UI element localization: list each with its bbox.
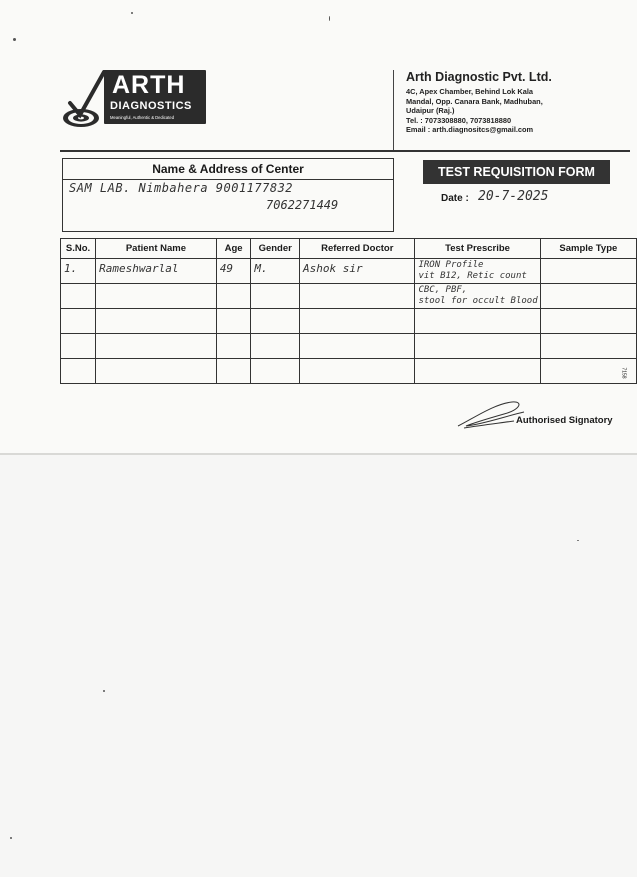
cell-test-prescribe [415,309,540,334]
cell-referred-doctor-text [300,309,414,312]
header-sample-type: Sample Type [540,239,636,259]
cell-sno [61,284,96,309]
cell-test-prescribe-text: IRON Profile vit B12, Retic count [418,260,527,281]
cell-referred-doctor-text [300,334,414,337]
side-number: 7158 [620,367,627,379]
cell-gender [251,309,300,334]
table-row [61,259,637,284]
cell-sample-type-text [541,334,636,337]
header-divider [393,70,394,150]
table-row [61,309,637,334]
cell-sample-type-text [541,259,636,262]
email-line: Email : arth.diagnositcs@gmail.com [406,125,534,135]
cell-referred-doctor-text [300,284,414,287]
cell-sample-type-text [541,284,636,287]
cell-age-text [217,309,251,312]
cell-gender-text: M. [254,262,268,275]
cell-test-prescribe-text [415,359,539,360]
logo-tagline: Meaningful, Authentic & Dedicated [110,115,175,120]
logo-brand: ARTH [112,71,186,99]
cell-patient-name [96,334,217,359]
header-age: Age [216,239,251,259]
cell-age-text [217,284,251,287]
cell-sno-text [61,359,95,362]
cell-patient-name [96,259,217,284]
cell-age [216,359,251,384]
cell-test-prescribe [415,284,540,309]
phone-line: Tel. : 7073308880, 7073818880 [406,115,512,125]
center-name-phone: SAM LAB. Nimbahera 9001177832 [69,181,294,195]
date-label: Date : [441,193,469,204]
cell-test-prescribe [415,359,540,384]
cell-sno [61,334,96,359]
cell-patient-name-text: Rameshwarlal [99,262,179,275]
address-line: Udaipur (Raj.) [406,106,455,116]
cell-age [216,259,251,284]
cell-sno-text [61,309,95,312]
cell-test-prescribe-text [415,309,539,310]
speck [103,690,105,692]
cell-patient-name-text [96,359,216,362]
authorised-signatory: Authorised Signatory [516,415,613,426]
cell-gender [251,284,300,309]
cell-sno [61,309,96,334]
speck [329,16,330,21]
header-gender: Gender [251,239,300,259]
cell-sample-type [540,309,636,334]
cell-age [216,334,251,359]
cell-referred-doctor-text [300,359,414,362]
cell-sno-text: 1. [64,262,78,275]
cell-referred-doctor [300,259,415,284]
header-test-prescribe: Test Prescribe [415,239,540,259]
cell-sno [61,359,96,384]
cell-age [216,309,251,334]
cell-patient-name [96,284,217,309]
header-rule [60,150,630,152]
cell-age-text [217,359,251,362]
speck [131,12,133,14]
cell-sample-type-text [541,359,636,362]
table-row [61,359,637,384]
table-row [61,284,637,309]
cell-sample-type [540,284,636,309]
cell-patient-name [96,309,217,334]
cell-patient-name-text [96,284,216,287]
address-line: 4C, Apex Chamber, Behind Lok Kala [406,87,534,96]
header-sno: S.No. [61,239,96,259]
cell-gender-text [251,309,299,312]
cell-age-text [217,334,251,337]
header-referred-doctor: Referred Doctor [300,239,415,259]
cell-age [216,284,251,309]
cell-test-prescribe-text: CBC, PBF, stool for occult Blood [418,285,538,306]
cell-referred-doctor-text: Ashok sir [303,262,363,275]
center-title: Name & Address of Center [63,159,393,180]
form-title: TEST REQUISITION FORM [423,160,610,184]
cell-test-prescribe [415,334,540,359]
cell-gender-text [251,359,299,362]
cell-sample-type-text [541,309,636,312]
cell-sample-type [540,334,636,359]
cell-test-prescribe-text [415,334,539,335]
speck [577,540,579,541]
cell-patient-name-text [96,334,216,337]
address-line: Mandal, Opp. Canara Bank, Madhuban, [406,96,543,106]
company-name: Arth Diagnostic Pvt. Ltd. [406,70,552,84]
company-info [406,70,606,135]
table-header-row [61,239,637,259]
cell-gender [251,359,300,384]
cell-gender-text [251,334,299,337]
cell-referred-doctor [300,309,415,334]
table-row [61,334,637,359]
requisition-table [60,238,637,384]
header-patient-name: Patient Name [96,239,217,259]
cell-sample-type [540,259,636,284]
speck [13,38,16,41]
cell-referred-doctor [300,284,415,309]
target-check-icon [62,70,108,128]
logo-sub: DIAGNOSTICS [110,100,192,112]
cell-referred-doctor [300,359,415,384]
cell-patient-name [96,359,217,384]
company-logo [62,66,212,130]
cell-gender [251,259,300,284]
blank-area [0,455,637,877]
cell-referred-doctor [300,334,415,359]
speck [10,837,12,839]
signature-scribble [454,396,534,432]
cell-sno [61,259,96,284]
center-box [62,158,394,232]
date-value: 20-7-2025 [478,189,549,204]
cell-gender [251,334,300,359]
cell-sno-text [61,334,95,337]
cell-gender-text [251,284,299,287]
cell-patient-name-text [96,309,216,312]
center-phone-2: 7062271449 [266,198,339,212]
cell-sno-text [61,284,95,287]
cell-test-prescribe [415,259,540,284]
cell-age-text: 49 [219,262,234,275]
logo-box [104,70,206,124]
sheet-edge [0,453,637,455]
